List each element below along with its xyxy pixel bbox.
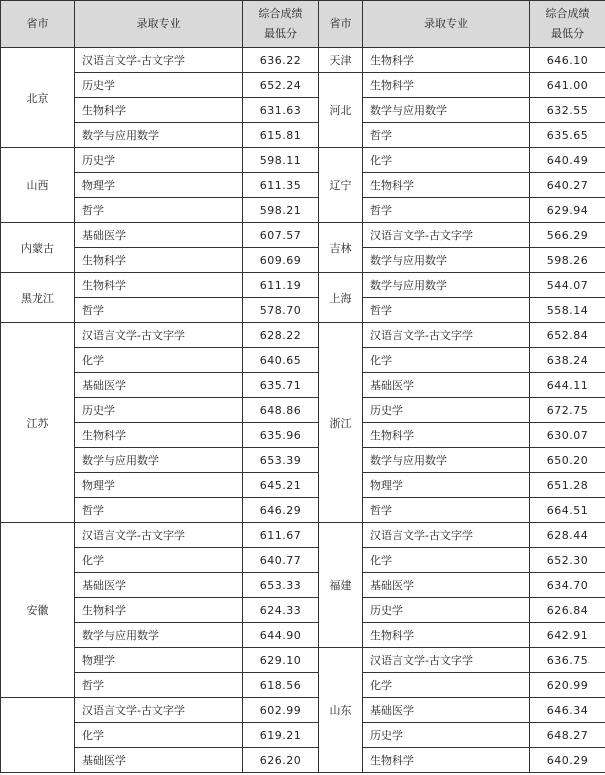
score-cell: 611.67	[243, 523, 319, 548]
score-cell: 645.21	[243, 473, 319, 498]
score-cell: 640.29	[530, 748, 605, 773]
table-row	[1, 98, 605, 123]
score-cell: 602.99	[243, 698, 319, 723]
table-row	[1, 298, 605, 323]
major-cell: 数学与应用数学	[363, 273, 530, 298]
table-row	[1, 473, 605, 498]
major-cell: 生物科学	[75, 98, 243, 123]
major-cell: 哲学	[75, 298, 243, 323]
score-cell: 628.22	[243, 323, 319, 348]
table-row	[1, 223, 605, 248]
major-cell: 汉语言文学-古文字学	[75, 523, 243, 548]
score-cell: 598.11	[243, 148, 319, 173]
score-cell: 598.21	[243, 198, 319, 223]
score-cell: 626.20	[243, 748, 319, 773]
major-cell: 生物科学	[75, 273, 243, 298]
table-row	[1, 498, 605, 523]
major-cell: 哲学	[363, 123, 530, 148]
major-cell: 生物科学	[75, 248, 243, 273]
score-cell: 635.65	[530, 123, 605, 148]
score-cell: 648.86	[243, 398, 319, 423]
province-header: 省市	[319, 1, 363, 48]
province-cell: 河北	[319, 73, 363, 148]
score-cell: 640.77	[243, 548, 319, 573]
major-cell: 生物科学	[363, 423, 530, 448]
score-cell: 544.07	[530, 273, 605, 298]
major-cell: 化学	[75, 348, 243, 373]
score-cell: 624.33	[243, 598, 319, 623]
table-row	[1, 398, 605, 423]
major-cell: 汉语言文学-古文字学	[75, 48, 243, 73]
score-cell: 618.56	[243, 673, 319, 698]
score-cell: 652.24	[243, 73, 319, 98]
score-cell: 628.44	[530, 523, 605, 548]
score-cell: 609.69	[243, 248, 319, 273]
major-cell: 基础医学	[363, 698, 530, 723]
major-cell: 历史学	[363, 723, 530, 748]
table-row	[1, 423, 605, 448]
score-cell: 664.51	[530, 498, 605, 523]
score-header-line1: 综合成绩	[545, 7, 590, 20]
score-cell: 615.81	[243, 123, 319, 148]
major-header: 录取专业	[363, 1, 530, 48]
major-cell: 历史学	[75, 73, 243, 98]
table-row	[1, 323, 605, 348]
score-cell: 640.65	[243, 348, 319, 373]
score-cell: 672.75	[530, 398, 605, 423]
province-cell: 黑龙江	[1, 273, 75, 323]
table-row	[1, 573, 605, 598]
score-header	[243, 1, 319, 48]
score-cell: 642.91	[530, 623, 605, 648]
province-cell	[1, 698, 75, 773]
score-cell: 646.10	[530, 48, 605, 73]
table-row	[1, 748, 605, 773]
table-row	[1, 48, 605, 73]
score-cell: 635.96	[243, 423, 319, 448]
table-row	[1, 73, 605, 98]
major-cell: 哲学	[363, 298, 530, 323]
province-cell: 山西	[1, 148, 75, 223]
major-cell: 历史学	[363, 598, 530, 623]
score-cell: 611.19	[243, 273, 319, 298]
score-cell: 607.57	[243, 223, 319, 248]
score-cell: 640.49	[530, 148, 605, 173]
province-cell: 辽宁	[319, 148, 363, 223]
province-cell: 安徽	[1, 523, 75, 698]
table-row	[1, 248, 605, 273]
score-cell: 652.84	[530, 323, 605, 348]
score-cell: 578.70	[243, 298, 319, 323]
table-row	[1, 648, 605, 673]
major-cell: 汉语言文学-古文字学	[75, 323, 243, 348]
score-cell: 566.29	[530, 223, 605, 248]
score-header	[530, 1, 605, 48]
score-header-line1: 综合成绩	[258, 7, 303, 20]
major-cell: 汉语言文学-古文字学	[363, 223, 530, 248]
score-cell: 629.94	[530, 198, 605, 223]
major-cell: 物理学	[363, 473, 530, 498]
table-row	[1, 373, 605, 398]
major-cell: 数学与应用数学	[75, 623, 243, 648]
major-cell: 数学与应用数学	[75, 123, 243, 148]
major-cell: 化学	[75, 723, 243, 748]
major-cell: 历史学	[75, 398, 243, 423]
score-cell: 635.71	[243, 373, 319, 398]
score-cell: 653.39	[243, 448, 319, 473]
major-cell: 汉语言文学-古文字学	[363, 648, 530, 673]
province-cell: 上海	[319, 273, 363, 323]
score-cell: 630.07	[530, 423, 605, 448]
major-cell: 历史学	[75, 148, 243, 173]
major-cell: 生物科学	[75, 423, 243, 448]
score-cell: 650.20	[530, 448, 605, 473]
table-row	[1, 198, 605, 223]
major-cell: 基础医学	[75, 748, 243, 773]
score-cell: 629.10	[243, 648, 319, 673]
major-cell: 生物科学	[363, 748, 530, 773]
table-row	[1, 623, 605, 648]
province-cell: 北京	[1, 48, 75, 148]
major-cell: 物理学	[75, 473, 243, 498]
score-cell: 644.11	[530, 373, 605, 398]
major-cell: 历史学	[363, 398, 530, 423]
major-cell: 基础医学	[75, 373, 243, 398]
major-cell: 汉语言文学-古文字学	[75, 698, 243, 723]
major-cell: 数学与应用数学	[75, 448, 243, 473]
table-row	[1, 673, 605, 698]
major-cell: 数学与应用数学	[363, 248, 530, 273]
score-cell: 641.00	[530, 73, 605, 98]
major-cell: 化学	[75, 548, 243, 573]
major-cell: 生物科学	[363, 623, 530, 648]
major-cell: 哲学	[363, 498, 530, 523]
score-cell: 648.27	[530, 723, 605, 748]
table-body	[1, 48, 605, 773]
score-cell: 558.14	[530, 298, 605, 323]
score-header-line2: 最低分	[264, 27, 297, 40]
table-row	[1, 698, 605, 723]
province-cell: 江苏	[1, 323, 75, 523]
province-cell: 天津	[319, 48, 363, 73]
score-cell: 638.24	[530, 348, 605, 373]
province-cell: 浙江	[319, 323, 363, 523]
major-cell: 生物科学	[363, 173, 530, 198]
score-cell: 620.99	[530, 673, 605, 698]
table-row	[1, 548, 605, 573]
province-cell: 福建	[319, 523, 363, 648]
major-cell: 基础医学	[75, 223, 243, 248]
table-row	[1, 598, 605, 623]
score-header-line2: 最低分	[551, 27, 584, 40]
table-row	[1, 523, 605, 548]
major-cell: 物理学	[75, 173, 243, 198]
score-cell: 636.22	[243, 48, 319, 73]
major-cell: 哲学	[75, 673, 243, 698]
major-cell: 物理学	[75, 648, 243, 673]
major-cell: 生物科学	[363, 73, 530, 98]
score-cell: 598.26	[530, 248, 605, 273]
major-cell: 基础医学	[363, 573, 530, 598]
major-cell: 汉语言文学-古文字学	[363, 523, 530, 548]
major-cell: 汉语言文学-古文字学	[363, 323, 530, 348]
score-cell: 646.34	[530, 698, 605, 723]
major-cell: 基础医学	[75, 573, 243, 598]
major-cell: 数学与应用数学	[363, 98, 530, 123]
score-cell: 636.75	[530, 648, 605, 673]
major-cell: 化学	[363, 548, 530, 573]
major-cell: 哲学	[75, 198, 243, 223]
score-cell: 619.21	[243, 723, 319, 748]
score-cell: 644.90	[243, 623, 319, 648]
table-row	[1, 273, 605, 298]
major-cell: 生物科学	[363, 48, 530, 73]
table-row	[1, 348, 605, 373]
table-row	[1, 723, 605, 748]
score-cell: 632.55	[530, 98, 605, 123]
table-row	[1, 123, 605, 148]
province-cell: 吉林	[319, 223, 363, 273]
score-cell: 626.84	[530, 598, 605, 623]
province-header: 省市	[1, 1, 75, 48]
score-cell: 631.63	[243, 98, 319, 123]
table-row	[1, 148, 605, 173]
major-cell: 哲学	[75, 498, 243, 523]
major-cell: 哲学	[363, 198, 530, 223]
major-cell: 生物科学	[75, 598, 243, 623]
score-cell: 652.30	[530, 548, 605, 573]
major-cell: 基础医学	[363, 373, 530, 398]
score-cell: 611.35	[243, 173, 319, 198]
major-cell: 化学	[363, 148, 530, 173]
major-cell: 化学	[363, 348, 530, 373]
header-row	[1, 1, 605, 48]
table-row	[1, 448, 605, 473]
major-cell: 数学与应用数学	[363, 448, 530, 473]
score-cell: 651.28	[530, 473, 605, 498]
score-cell: 653.33	[243, 573, 319, 598]
score-cell: 634.70	[530, 573, 605, 598]
score-cell: 646.29	[243, 498, 319, 523]
score-cell: 640.27	[530, 173, 605, 198]
province-cell: 内蒙古	[1, 223, 75, 273]
major-header: 录取专业	[75, 1, 243, 48]
major-cell: 化学	[363, 673, 530, 698]
table-row	[1, 173, 605, 198]
province-cell: 山东	[319, 648, 363, 773]
